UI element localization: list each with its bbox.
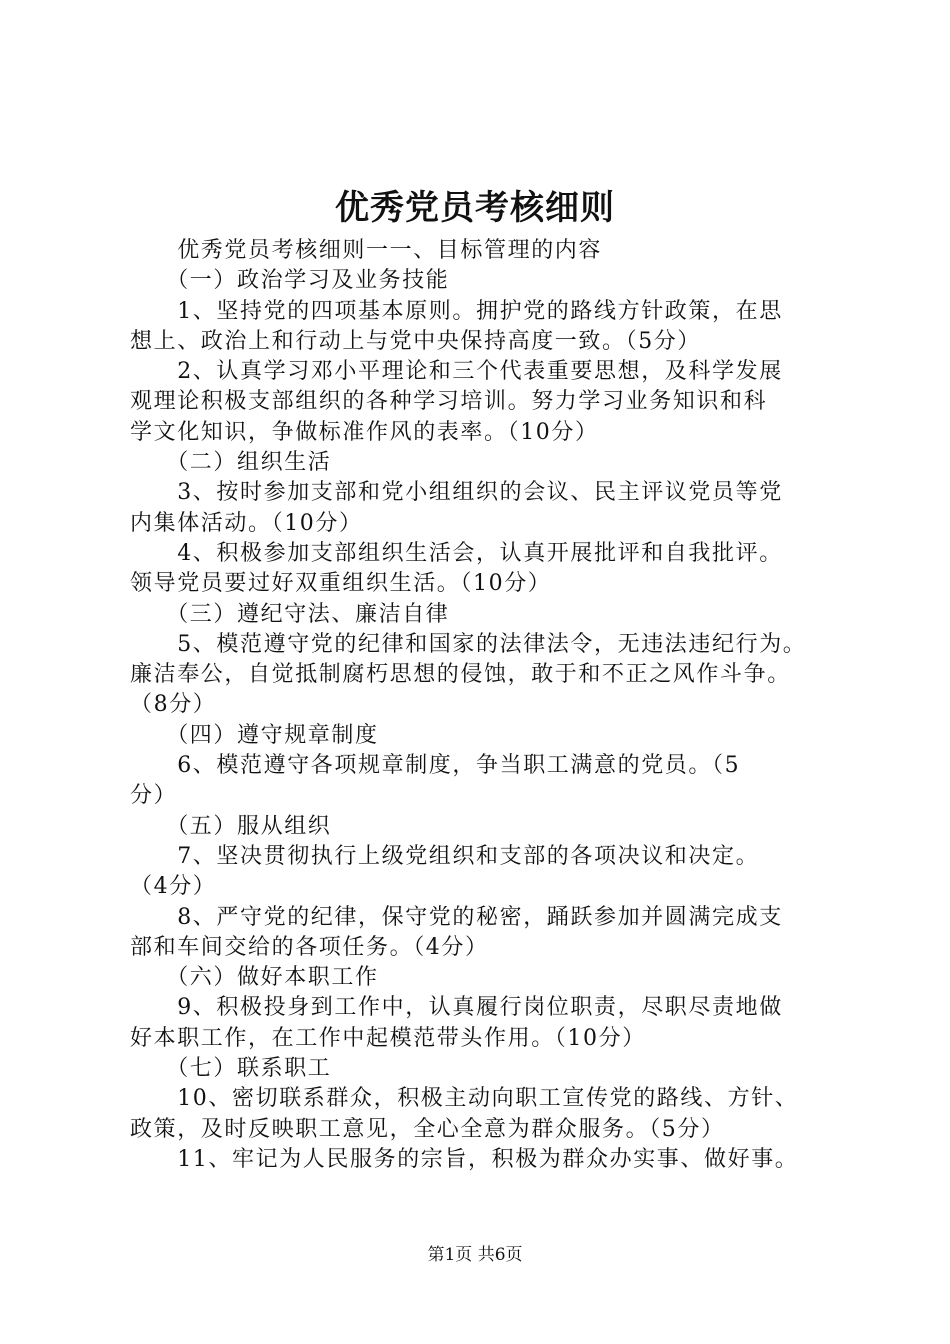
body-line: 分） — [130, 783, 178, 809]
body-line: （三）遵纪守法、廉洁自律 — [130, 601, 450, 627]
body-line: （七）联系职工 — [130, 1056, 332, 1082]
body-line: 3、按时参加支部和党小组组织的会议、民主评议党员等党 — [130, 480, 783, 506]
body-line: 内集体活动。（10分） — [130, 510, 363, 536]
body-line: 领导党员要过好双重组织生活。（10分） — [130, 571, 552, 597]
body-line: 部和车间交给的各项任务。（4分） — [130, 934, 489, 960]
page-number-footer: 第1页 共6页 — [427, 1245, 523, 1265]
body-line: （六）做好本职工作 — [130, 965, 379, 991]
body-line: 7、坚决贯彻执行上级党组织和支部的各项决议和决定。 — [130, 843, 760, 869]
body-line: 5、模范遵守党的纪律和国家的法律法令，无违法违纪行为。 — [130, 631, 807, 657]
body-line: 4、积极参加支部组织生活会，认真开展批评和自我批评。 — [130, 540, 783, 566]
body-line: 9、积极投身到工作中，认真履行岗位职责，尽职尽责地做 — [130, 995, 783, 1021]
body-line: （4分） — [130, 874, 217, 900]
body-line: 2、认真学习邓小平理论和三个代表重要思想，及科学发展 — [130, 359, 783, 385]
body-line: 廉洁奉公，自觉抵制腐朽思想的侵蚀，敢于和不正之风作斗争。 — [130, 662, 791, 688]
body-line: （五）服从组织 — [130, 813, 332, 839]
body-line: 11、牢记为人民服务的宗旨，积极为群众办实事、做好事。 — [130, 1146, 799, 1172]
body-line: 政策，及时反映职工意见，全心全意为群众服务。（5分） — [130, 1116, 725, 1142]
body-line: 好本职工作，在工作中起模范带头作用。（10分） — [130, 1025, 646, 1051]
body-line: 1、坚持党的四项基本原则。拥护党的路线方针政策，在思 — [130, 298, 783, 324]
document-title: 优秀党员考核细则 — [335, 188, 615, 228]
body-line: 优秀党员考核细则一一、目标管理的内容 — [130, 238, 603, 263]
body-line: （四）遵守规章制度 — [130, 722, 379, 748]
document-body — [130, 236, 835, 1175]
body-line: 8、严守党的纪律，保守党的秘密，踊跃参加并圆满完成支 — [130, 904, 783, 930]
body-line: （8分） — [130, 692, 217, 718]
body-line: （二）组织生活 — [130, 450, 332, 476]
body-line: 学文化知识，争做标准作风的表率。（10分） — [130, 419, 599, 445]
body-line: 6、模范遵守各项规章制度，争当职工满意的党员。（5 — [130, 753, 741, 779]
body-line: 10、密切联系群众，积极主动向职工宣传党的路线、方针、 — [130, 1086, 799, 1112]
body-line: （一）政治学习及业务技能 — [130, 268, 450, 294]
body-line: 想上、政治上和行动上与党中央保持高度一致。（5分） — [130, 328, 701, 354]
body-line: 观理论积极支部组织的各种学习培训。努力学习业务知识和科 — [130, 389, 768, 415]
